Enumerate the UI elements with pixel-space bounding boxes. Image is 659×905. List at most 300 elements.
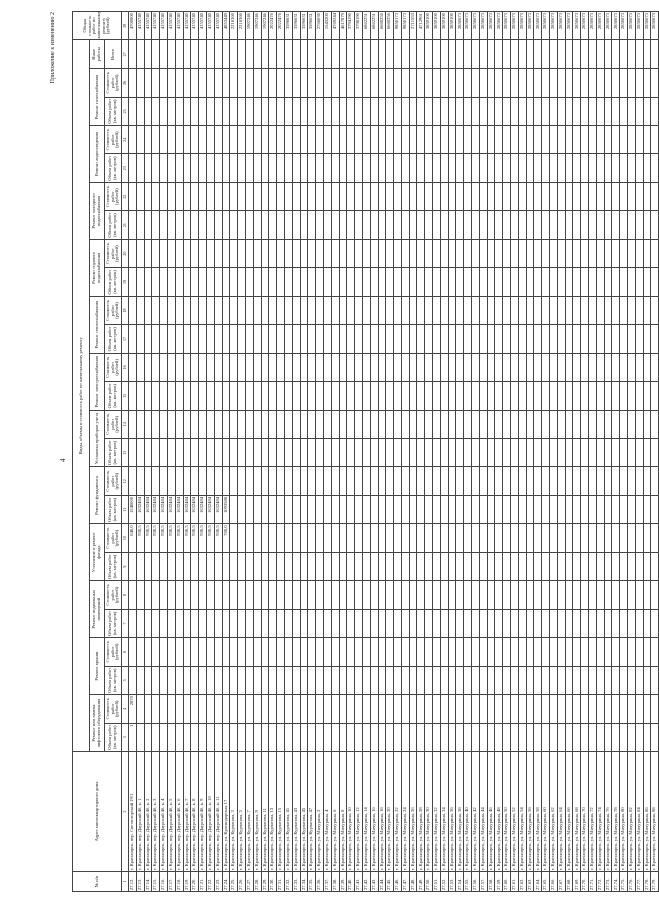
sub-header-cost: Стоимость работ (рублей) bbox=[105, 695, 122, 723]
table-cell bbox=[581, 211, 589, 239]
table-cell bbox=[362, 609, 370, 637]
table-cell bbox=[542, 353, 550, 381]
table-cell bbox=[370, 524, 378, 552]
table-cell bbox=[635, 69, 643, 97]
table-cell bbox=[542, 638, 550, 666]
table-cell bbox=[479, 239, 487, 267]
table-cell: 1632484 bbox=[191, 495, 199, 523]
table-cell bbox=[378, 154, 386, 182]
table-cell bbox=[214, 97, 222, 125]
table-cell bbox=[214, 353, 222, 381]
table-cell bbox=[557, 126, 565, 154]
table-cell bbox=[456, 410, 464, 438]
table-cell bbox=[417, 353, 425, 381]
table-cell bbox=[253, 182, 261, 210]
table-cell: 1632484 bbox=[206, 495, 214, 523]
table-cell bbox=[206, 638, 214, 666]
table-cell bbox=[472, 382, 480, 410]
table-cell bbox=[604, 609, 612, 637]
row-address: г. Красноярск, ул. Мичурина, 58 bbox=[534, 752, 542, 872]
table-cell bbox=[370, 40, 378, 69]
table-cell bbox=[503, 182, 511, 210]
row-number: 27.34. bbox=[300, 872, 308, 892]
table-cell bbox=[503, 666, 511, 694]
table-cell bbox=[409, 268, 417, 296]
table-cell bbox=[565, 410, 573, 438]
row-address: г. Красноярск, ул. Мичурина, 70 bbox=[581, 752, 589, 872]
table-cell bbox=[448, 182, 456, 210]
row-address: г. Красноярск, ул. Курчатова, 11 bbox=[261, 752, 269, 872]
table-cell bbox=[323, 410, 331, 438]
table-cell bbox=[253, 239, 261, 267]
table-cell bbox=[503, 410, 511, 438]
table-cell bbox=[222, 638, 230, 666]
table-cell bbox=[401, 353, 409, 381]
table-cell: 2850673 bbox=[487, 12, 495, 40]
table-cell bbox=[136, 666, 144, 694]
table-cell bbox=[230, 495, 238, 523]
table-cell bbox=[378, 268, 386, 296]
table-cell bbox=[386, 126, 394, 154]
table-cell bbox=[284, 296, 292, 324]
sub-header-volume: Объем работ (кв. метров) bbox=[105, 268, 122, 296]
table-cell: 4155740 bbox=[136, 12, 144, 40]
table-cell bbox=[370, 495, 378, 523]
table-cell bbox=[495, 353, 503, 381]
table-cell bbox=[206, 211, 214, 239]
table-cell bbox=[370, 211, 378, 239]
table-cell bbox=[253, 69, 261, 97]
table-cell bbox=[347, 239, 355, 267]
table-cell bbox=[479, 154, 487, 182]
table-cell bbox=[425, 325, 433, 353]
table-cell bbox=[378, 695, 386, 723]
table-cell bbox=[160, 439, 168, 467]
table-cell bbox=[542, 97, 550, 125]
table-row bbox=[628, 12, 636, 892]
table-cell: 4712961 bbox=[417, 12, 425, 40]
table-cell bbox=[284, 467, 292, 495]
table-cell bbox=[370, 439, 378, 467]
table-cell bbox=[651, 552, 659, 580]
row-number: 27.53. bbox=[448, 872, 456, 892]
table-cell bbox=[362, 439, 370, 467]
sub-header-total: Всего bbox=[105, 40, 122, 69]
table-cell bbox=[355, 695, 363, 723]
table-cell bbox=[604, 666, 612, 694]
row-number: 27.55. bbox=[464, 872, 472, 892]
table-cell bbox=[308, 410, 316, 438]
table-cell bbox=[175, 40, 183, 69]
table-cell bbox=[651, 666, 659, 694]
table-cell bbox=[542, 524, 550, 552]
table-cell bbox=[456, 97, 464, 125]
table-cell bbox=[534, 695, 542, 723]
table-cell: 4700000 bbox=[129, 12, 137, 40]
table-row bbox=[487, 12, 495, 892]
table-cell bbox=[651, 268, 659, 296]
column-number: 11 bbox=[122, 495, 129, 523]
table-cell bbox=[409, 182, 417, 210]
table-cell bbox=[167, 467, 175, 495]
table-cell bbox=[214, 382, 222, 410]
table-cell bbox=[199, 695, 207, 723]
table-cell bbox=[269, 239, 277, 267]
table-cell bbox=[487, 524, 495, 552]
table-cell bbox=[503, 325, 511, 353]
table-cell bbox=[308, 382, 316, 410]
table-cell bbox=[308, 552, 316, 580]
table-cell bbox=[487, 126, 495, 154]
table-cell bbox=[160, 97, 168, 125]
table-cell bbox=[495, 97, 503, 125]
table-cell bbox=[129, 296, 137, 324]
table-cell bbox=[160, 695, 168, 723]
table-cell bbox=[612, 126, 620, 154]
table-cell bbox=[612, 97, 620, 125]
table-cell bbox=[628, 439, 636, 467]
table-cell bbox=[534, 154, 542, 182]
table-cell bbox=[518, 666, 526, 694]
table-cell bbox=[386, 268, 394, 296]
table-cell bbox=[339, 353, 347, 381]
table-cell bbox=[269, 211, 277, 239]
table-cell bbox=[550, 69, 558, 97]
table-cell bbox=[534, 325, 542, 353]
table-cell bbox=[253, 353, 261, 381]
table-cell: 2850673 bbox=[456, 12, 464, 40]
table-cell bbox=[542, 666, 550, 694]
table-cell bbox=[370, 410, 378, 438]
table-cell bbox=[448, 495, 456, 523]
column-number: 28 bbox=[122, 12, 129, 40]
table-cell bbox=[581, 239, 589, 267]
table-cell bbox=[269, 268, 277, 296]
table-cell bbox=[386, 69, 394, 97]
table-cell bbox=[222, 439, 230, 467]
table-cell bbox=[456, 154, 464, 182]
table-cell bbox=[152, 211, 160, 239]
table-cell bbox=[425, 382, 433, 410]
table-cell bbox=[464, 723, 472, 751]
table-cell bbox=[472, 552, 480, 580]
table-cell bbox=[401, 495, 409, 523]
table-cell bbox=[339, 495, 347, 523]
table-cell bbox=[612, 211, 620, 239]
table-cell bbox=[347, 126, 355, 154]
table-cell bbox=[129, 638, 137, 666]
table-cell bbox=[581, 609, 589, 637]
table-cell bbox=[362, 211, 370, 239]
table-cell bbox=[612, 609, 620, 637]
table-cell bbox=[526, 268, 534, 296]
table-cell bbox=[261, 325, 269, 353]
table-cell: 1907246 bbox=[245, 12, 253, 40]
table-cell bbox=[308, 97, 316, 125]
table-cell bbox=[269, 382, 277, 410]
table-cell bbox=[206, 581, 214, 609]
table-cell bbox=[464, 211, 472, 239]
table-cell bbox=[472, 239, 480, 267]
table-cell bbox=[550, 666, 558, 694]
table-cell bbox=[464, 268, 472, 296]
table-cell bbox=[565, 69, 573, 97]
table-cell bbox=[417, 154, 425, 182]
table-cell bbox=[144, 723, 152, 751]
table-cell bbox=[651, 495, 659, 523]
table-cell bbox=[417, 609, 425, 637]
table-cell bbox=[308, 666, 316, 694]
table-cell bbox=[323, 695, 331, 723]
table-cell bbox=[542, 182, 550, 210]
table-cell bbox=[589, 239, 597, 267]
table-cell bbox=[433, 410, 441, 438]
table-cell bbox=[347, 69, 355, 97]
table-cell bbox=[534, 182, 542, 210]
table-cell bbox=[245, 69, 253, 97]
table-cell bbox=[589, 40, 597, 69]
table-cell bbox=[284, 695, 292, 723]
table-cell bbox=[378, 666, 386, 694]
table-cell bbox=[643, 581, 651, 609]
table-cell bbox=[518, 439, 526, 467]
table-cell bbox=[456, 666, 464, 694]
table-cell bbox=[643, 126, 651, 154]
table-cell bbox=[261, 182, 269, 210]
table-cell bbox=[199, 182, 207, 210]
table-cell bbox=[292, 69, 300, 97]
table-cell bbox=[144, 410, 152, 438]
table-cell bbox=[628, 353, 636, 381]
table-cell bbox=[277, 410, 285, 438]
table-cell bbox=[136, 126, 144, 154]
column-number: 23 bbox=[122, 154, 129, 182]
table-cell bbox=[206, 723, 214, 751]
row-address: г. Красноярск, ул. Мичурина, 62 bbox=[550, 752, 558, 872]
table-cell bbox=[440, 552, 448, 580]
table-cell: 4769244 bbox=[331, 12, 339, 40]
table-row bbox=[160, 12, 168, 892]
row-number: 27.50. bbox=[425, 872, 433, 892]
table-cell: 2850673 bbox=[534, 12, 542, 40]
table-cell bbox=[222, 695, 230, 723]
table-cell bbox=[573, 638, 581, 666]
table-cell bbox=[518, 467, 526, 495]
table-cell bbox=[394, 695, 402, 723]
table-cell bbox=[152, 410, 160, 438]
table-cell bbox=[386, 581, 394, 609]
table-cell bbox=[550, 211, 558, 239]
table-cell bbox=[284, 609, 292, 637]
table-cell bbox=[464, 638, 472, 666]
table-cell bbox=[308, 353, 316, 381]
table-cell bbox=[596, 439, 604, 467]
table-cell bbox=[604, 467, 612, 495]
group-header: Ремонт теплоснабжения bbox=[90, 296, 105, 353]
table-cell bbox=[573, 439, 581, 467]
table-cell bbox=[370, 609, 378, 637]
table-cell bbox=[292, 581, 300, 609]
table-cell bbox=[394, 325, 402, 353]
table-row bbox=[401, 12, 409, 892]
table-cell bbox=[222, 211, 230, 239]
table-cell bbox=[129, 268, 137, 296]
table-cell bbox=[292, 268, 300, 296]
table-cell bbox=[183, 325, 191, 353]
table-cell bbox=[472, 325, 480, 353]
table-cell bbox=[464, 154, 472, 182]
table-cell bbox=[386, 182, 394, 210]
sub-header-volume: Объем работ (кв. метров) bbox=[105, 495, 122, 523]
table-cell bbox=[487, 182, 495, 210]
row-number: 27.39. bbox=[339, 872, 347, 892]
table-cell: 930,5 bbox=[144, 524, 152, 552]
table-cell bbox=[401, 467, 409, 495]
table-cell bbox=[206, 353, 214, 381]
table-cell bbox=[347, 296, 355, 324]
table-cell bbox=[355, 353, 363, 381]
table-cell bbox=[503, 69, 511, 97]
table-cell bbox=[612, 524, 620, 552]
table-cell bbox=[136, 40, 144, 69]
table-cell bbox=[199, 239, 207, 267]
table-cell bbox=[526, 211, 534, 239]
table-cell bbox=[214, 723, 222, 751]
table-cell bbox=[370, 239, 378, 267]
table-cell bbox=[518, 552, 526, 580]
table-cell bbox=[160, 467, 168, 495]
table-cell bbox=[206, 126, 214, 154]
table-cell bbox=[175, 666, 183, 694]
row-address: г. Красноярск, ул. Мичурина, 82 bbox=[628, 752, 636, 872]
table-cell bbox=[604, 638, 612, 666]
table-cell bbox=[175, 609, 183, 637]
sub-header-volume: Объем работ (кв. метров) bbox=[105, 382, 122, 410]
table-cell bbox=[222, 581, 230, 609]
table-cell bbox=[448, 609, 456, 637]
table-cell bbox=[401, 695, 409, 723]
table-cell bbox=[160, 239, 168, 267]
table-cell bbox=[581, 552, 589, 580]
table-cell bbox=[433, 40, 441, 69]
table-cell bbox=[238, 97, 246, 125]
table-cell bbox=[167, 638, 175, 666]
table-cell bbox=[144, 695, 152, 723]
table-row bbox=[277, 12, 285, 892]
table-cell bbox=[401, 581, 409, 609]
table-cell bbox=[526, 296, 534, 324]
table-cell bbox=[589, 695, 597, 723]
row-number: 27.16. bbox=[160, 872, 168, 892]
row-address: г. Красноярск, ул. Мичурина, 86 bbox=[643, 752, 651, 872]
table-cell: 6660256 bbox=[386, 12, 394, 40]
table-cell bbox=[581, 182, 589, 210]
table-cell bbox=[222, 40, 230, 69]
table-cell bbox=[565, 268, 573, 296]
table-cell bbox=[144, 268, 152, 296]
table-cell bbox=[503, 552, 511, 580]
table-cell bbox=[557, 723, 565, 751]
table-cell bbox=[448, 40, 456, 69]
table-cell bbox=[581, 126, 589, 154]
row-address: г. Красноярск, ул. Мичурина, 12 bbox=[355, 752, 363, 872]
table-cell bbox=[160, 296, 168, 324]
table-cell bbox=[433, 467, 441, 495]
table-cell bbox=[643, 182, 651, 210]
table-cell bbox=[628, 723, 636, 751]
sub-header-cost: Стоимость работ (рублей) bbox=[105, 239, 122, 267]
table-cell bbox=[409, 211, 417, 239]
table-cell bbox=[292, 296, 300, 324]
table-cell bbox=[300, 211, 308, 239]
table-cell: 4155740 bbox=[199, 12, 207, 40]
table-cell bbox=[635, 296, 643, 324]
table-cell bbox=[230, 182, 238, 210]
table-cell bbox=[175, 695, 183, 723]
table-cell bbox=[456, 182, 464, 210]
row-number: 27.64. bbox=[534, 872, 542, 892]
table-cell bbox=[277, 239, 285, 267]
sub-header-cost: Стоимость работ (рублей) bbox=[105, 353, 122, 381]
table-cell bbox=[160, 353, 168, 381]
table-cell bbox=[238, 723, 246, 751]
table-cell: 1632484 bbox=[199, 495, 207, 523]
table-row bbox=[269, 12, 277, 892]
table-cell bbox=[167, 296, 175, 324]
table-cell: 3859100 bbox=[448, 12, 456, 40]
table-cell bbox=[238, 524, 246, 552]
table-cell bbox=[409, 609, 417, 637]
row-number: 27.38. bbox=[331, 872, 339, 892]
table-cell bbox=[284, 581, 292, 609]
row-address: г. Красноярск, ул. Курчатова, 45 bbox=[300, 752, 308, 872]
table-cell: 2850673 bbox=[511, 12, 519, 40]
table-cell bbox=[448, 581, 456, 609]
table-cell bbox=[386, 353, 394, 381]
table-cell bbox=[518, 182, 526, 210]
table-cell bbox=[261, 524, 269, 552]
table-cell bbox=[464, 467, 472, 495]
table-cell: 2850673 bbox=[581, 12, 589, 40]
row-address: г. Красноярск, ул. Курчатова, 41 bbox=[284, 752, 292, 872]
table-cell: 4155740 bbox=[214, 12, 222, 40]
table-cell bbox=[370, 581, 378, 609]
table-cell bbox=[152, 382, 160, 410]
table-cell bbox=[503, 382, 511, 410]
table-cell bbox=[261, 126, 269, 154]
row-number: 27.28. bbox=[253, 872, 261, 892]
table-cell bbox=[167, 581, 175, 609]
table-cell bbox=[136, 353, 144, 381]
table-cell bbox=[573, 666, 581, 694]
column-number: 4 bbox=[122, 695, 129, 723]
table-cell bbox=[409, 325, 417, 353]
table-cell bbox=[261, 382, 269, 410]
table-cell bbox=[479, 382, 487, 410]
table-cell bbox=[651, 353, 659, 381]
row-address: г. Красноярск, ул. Мичурина, 14 bbox=[362, 752, 370, 872]
table-cell bbox=[292, 495, 300, 523]
table-cell bbox=[456, 581, 464, 609]
table-cell bbox=[308, 239, 316, 267]
table-cell bbox=[472, 154, 480, 182]
table-cell bbox=[245, 126, 253, 154]
table-cell bbox=[409, 666, 417, 694]
table-cell bbox=[394, 40, 402, 69]
table-cell bbox=[628, 410, 636, 438]
table-cell bbox=[269, 552, 277, 580]
table-cell bbox=[300, 609, 308, 637]
